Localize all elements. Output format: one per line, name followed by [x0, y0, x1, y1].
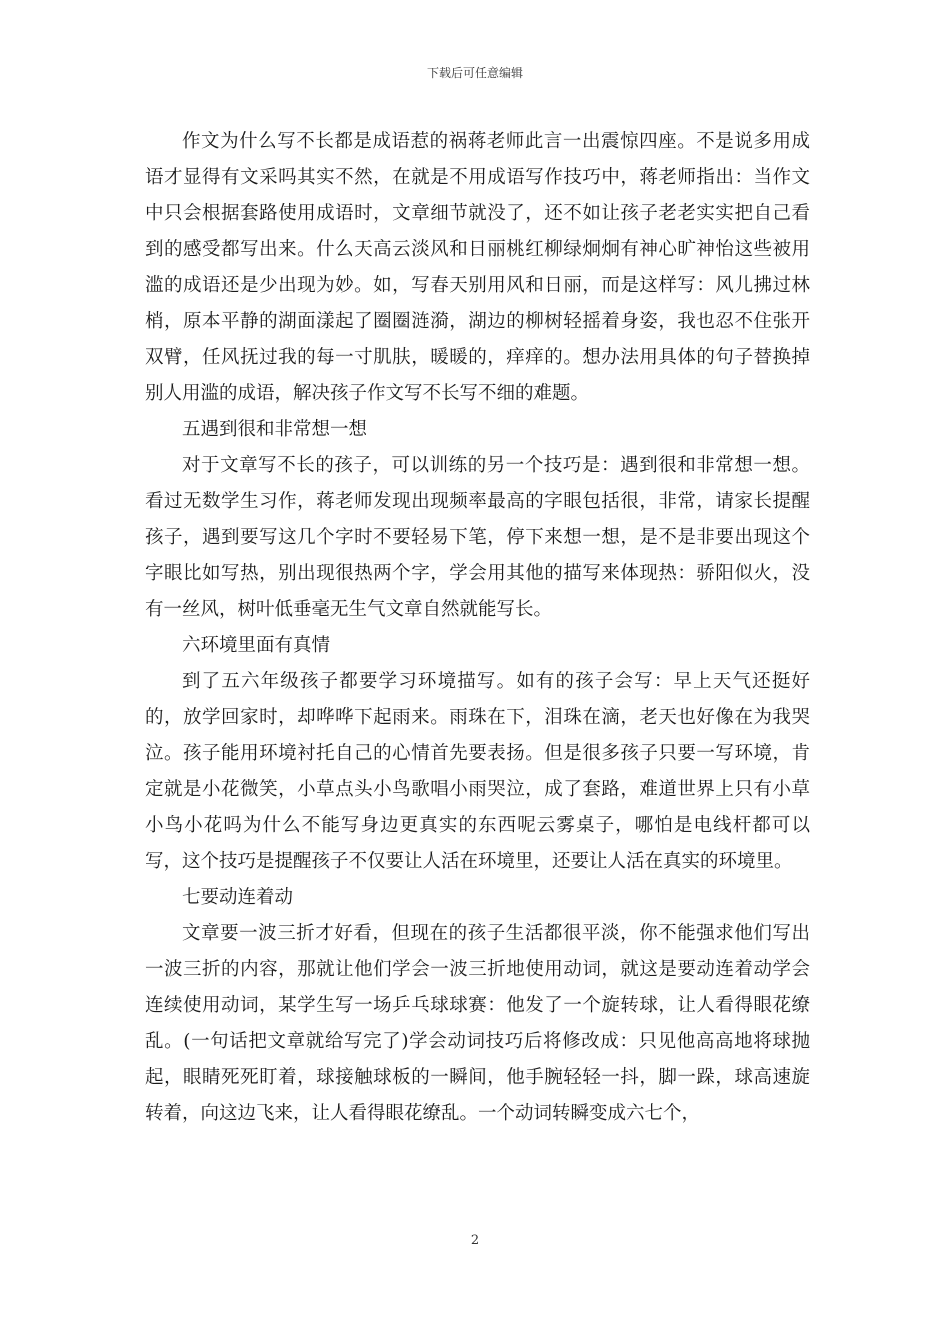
page-header: 下载后可任意编辑 [426, 66, 523, 80]
paragraph-environment: 到了五六年级孩子都要学习环境描写。如有的孩子会写：早上天气还挺好的，放学回家时，却哗哗下起雨来。雨珠在下，泪珠在滴，老天也好像在为我哭泣。孩子能用环境衬托自己的心情首先要表扬。但是很多孩子只要一写环境，肯定就是小花微笑，小草点头小鸟歌唱小雨哭泣，成了套路，难道世界上只有小草小鸟小花吗为什么不能写身边更真实的东西呢云雾桌子，哪怕是电线杆都可以写，这个技巧是提醒孩子不仅要让人活在环境里，还要让人活在真实的环境里。 [145, 671, 810, 872]
section-heading-5: 五遇到很和非常想一想 [182, 419, 368, 440]
paragraph-idioms: 作文为什么写不长都是成语惹的祸蒋老师此言一出震惊四座。不是说多用成语才显得有文采吗其实不然，在就是不用成语写作技巧中，蒋老师指出：当作文中只会根据套路使用成语时，文章细节就没了，还不如让孩子老老实实把自己看到的感受都写出来。什么天高云淡风和日丽桃红柳绿炯炯有神心旷神怡这些被用滥的成语还是少出现为妙。如，写春天别用风和日丽，而是这样写：风儿拂过林梢，原本平静的湖面漾起了圈圈涟漪，湖边的柳树轻摇着身姿，我也忍不住张开双臂，任风抚过我的每一寸肌肤，暖暖的，痒痒的。想办法用具体的句子替换掉别人用滥的成语，解决孩子作文写不长写不细的难题。 [145, 131, 810, 404]
paragraph-very: 对于文章写不长的孩子，可以训练的另一个技巧是：遇到很和非常想一想。看过无数学生习作，蒋老师发现出现频率最高的字眼包括很，非常，请家长提醒孩子，遇到要写这几个字时不要轻易下笔，停下来想一想，是不是非要出现这个字眼比如写热，别出现很热两个字，学会用其他的描写来体现热：骄阳似火，没有一丝风，树叶低垂毫无生气文章自然就能写长。 [145, 455, 810, 620]
document-body [145, 124, 810, 1132]
paragraph-verbs: 文章要一波三折才好看，但现在的孩子生活都很平淡，你不能强求他们写出一波三折的内容，那就让他们学会一波三折地使用动词，就这是要动连着动学会连续使用动词，某学生写一场乒乓球球赛：他发了一个旋转球，让人看得眼花缭乱。(一句话把文章就给写完了)学会动词技巧后将修改成：只见他高高地将球抛起，眼睛死死盯着，球接触球板的一瞬间，他手腕轻轻一抖，脚一跺，球高速旋转着，向这边飞来，让人看得眼花缭乱。一个动词转瞬变成六七个， [145, 923, 810, 1124]
section-heading-6: 六环境里面有真情 [182, 635, 331, 656]
section-heading-7: 七要动连着动 [182, 887, 294, 908]
page-number: 2 [470, 1233, 480, 1248]
